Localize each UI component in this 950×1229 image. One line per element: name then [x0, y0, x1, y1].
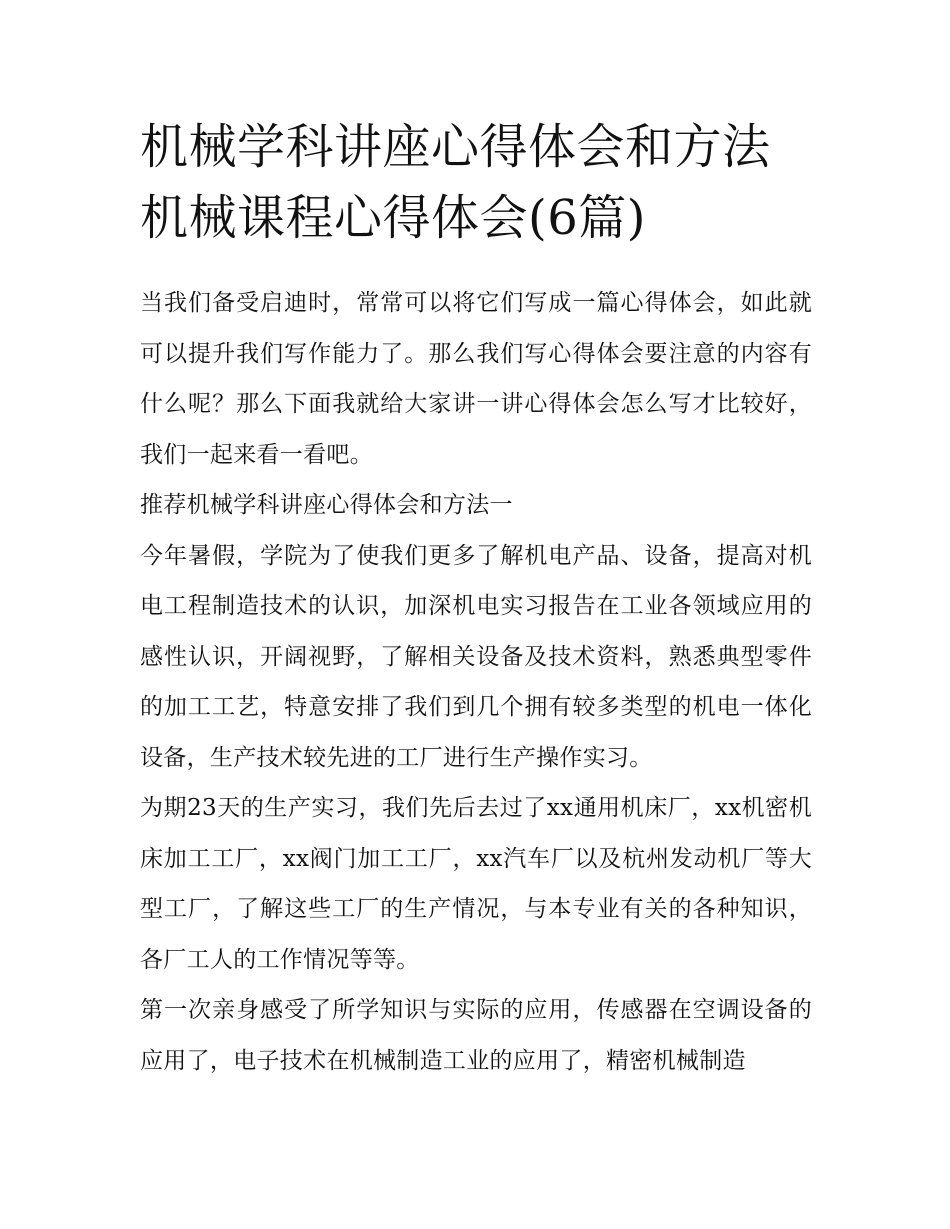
- document-page: [140, 112, 812, 1086]
- document-body: [140, 278, 812, 1086]
- title-line-2: 机械课程心得体会(6篇): [140, 190, 646, 246]
- section-heading: 推荐机械学科讲座心得体会和方法一: [140, 492, 513, 518]
- intro-paragraph: 当我们备受启迪时，常常可以将它们写成一篇心得体会，如此就可以提升我们写作能力了。那么我们写心得体会要注意的内容有什么呢？那么下面我就给大家讲一讲心得体会怎么写才比较好，我们一起来看一看吧。: [140, 290, 812, 468]
- body-paragraph: 第一次亲身感受了所学知识与实际的应用，传感器在空调设备的应用了，电子技术在机械制造工业的应用了，精密机械制造: [140, 997, 812, 1074]
- title-line-1: 机械学科讲座心得体会和方法: [140, 119, 771, 175]
- body-paragraph: 为期23天的生产实习，我们先后去过了xx通用机床厂，xx机密机床加工工厂，xx阀门加工工厂，xx汽车厂以及杭州发动机厂等大型工厂，了解这些工厂的生产情况，与本专业有关的各种知识，各厂工人的工作情况等等。: [140, 795, 812, 973]
- body-paragraph: 今年暑假，学院为了使我们更多了解机电产品、设备，提高对机电工程制造技术的认识，加深机电实习报告在工业各领域应用的感性认识，开阔视野，了解相关设备及技术资料，熟悉典型零件的加工工艺，特意安排了我们到几个拥有较多类型的机电一体化设备，生产技术较先进的工厂进行生产操作实习。: [140, 542, 812, 771]
- document-title: [140, 112, 812, 254]
